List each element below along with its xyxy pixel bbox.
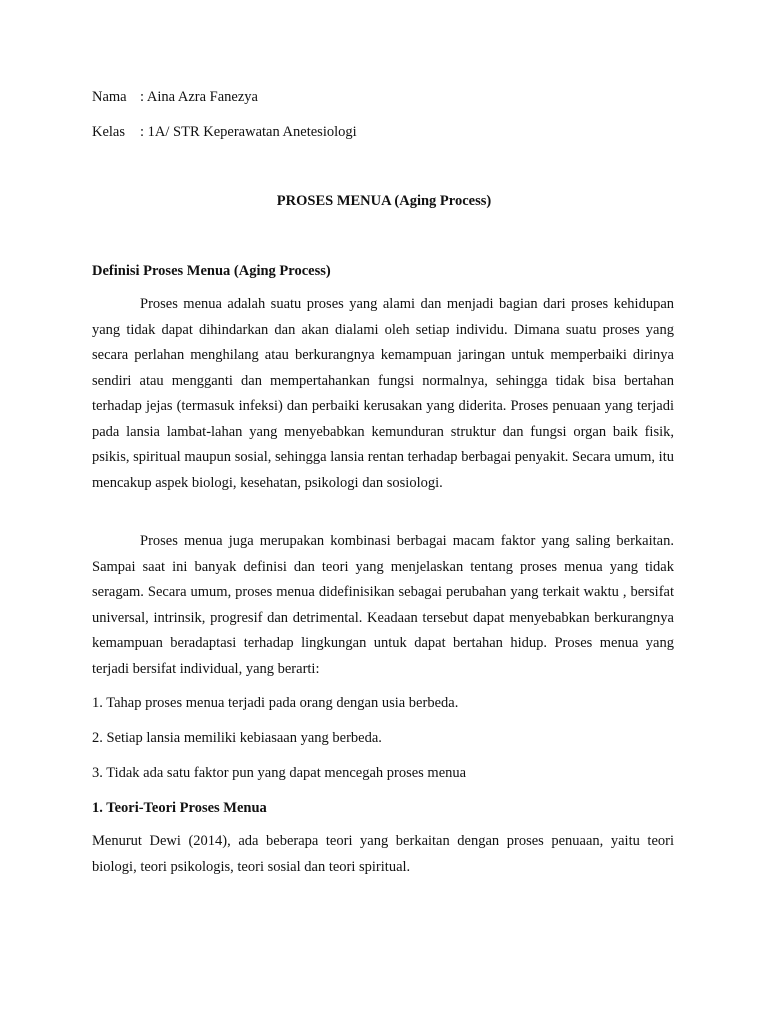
section-heading-theories: 1. Teori-Teori Proses Menua — [92, 800, 267, 816]
class-row — [92, 123, 357, 141]
document-title: PROSES MENUA (Aging Process) — [276, 193, 492, 209]
paragraph-definition-1: Proses menua adalah suatu proses yang alami dan menjadi bagian dari proses kehidupan yang tidak dapat dihindarkan dan akan dialami oleh setiap individu. Dimana suatu proses yang secara perlahan menghilang atau berkurangnya kemampuan jaringan untuk memperbaiki dirinya sendiri atau mengganti dan mempertahankan fungsi normalnya, sehingga tidak bisa bertahan terhadap jejas (termasuk infeksi) dan perbaiki kerusakan yang diderita. Proses penuaan yang terjadi pada lansia lambat-lahan yang menyebabkan kemunduran struktur dan fungsi organ baik fisik, psikis, spiritual maupun sosial, sehingga lansia rentan terhadap berbagai penyakit. Secara umum, itu mencakup aspek biologi, kesehatan, psikologi dan sosiologi. — [92, 296, 674, 491]
name-row — [92, 88, 258, 106]
paragraph-definition-2: Proses menua juga merupakan kombinasi berbagai macam faktor yang saling berkaitan. Sampai saat ini banyak definisi dan teori yang menjelaskan tentang proses menua yang tidak seragam. Secara umum, proses menua didefinisikan sebagai perubahan yang terkait waktu , bersifat universal, intrinsik, progresif dan detrimental. Keadaan tersebut dapat menyebabkan berkurangnya kemampuan beradaptasi terhadap lingkungan untuk dapat bertahan hidup. Proses menua yang terjadi bersifat individual, yang berarti: — [92, 533, 674, 677]
list-item: 1. Tahap proses menua terjadi pada orang dengan usia berbeda. — [92, 695, 459, 711]
list-item: 3. Tidak ada satu faktor pun yang dapat mencegah proses menua — [92, 765, 467, 781]
name-label: Nama — [92, 89, 127, 105]
name-value: : Aina Azra Fanezya — [140, 89, 258, 105]
list-item: 2. Setiap lansia memiliki kebiasaan yang berbeda. — [92, 730, 382, 746]
paragraph-theories: Menurut Dewi (2014), ada beberapa teori yang berkaitan dengan proses penuaan, yaitu teori biologi, teori psikologis, teori sosial dan teori spiritual. — [92, 833, 674, 875]
section-heading-definition: Definisi Proses Menua (Aging Process) — [92, 263, 331, 279]
class-value: : 1A/ STR Keperawatan Anetesiologi — [140, 124, 357, 140]
class-label: Kelas — [92, 124, 126, 140]
